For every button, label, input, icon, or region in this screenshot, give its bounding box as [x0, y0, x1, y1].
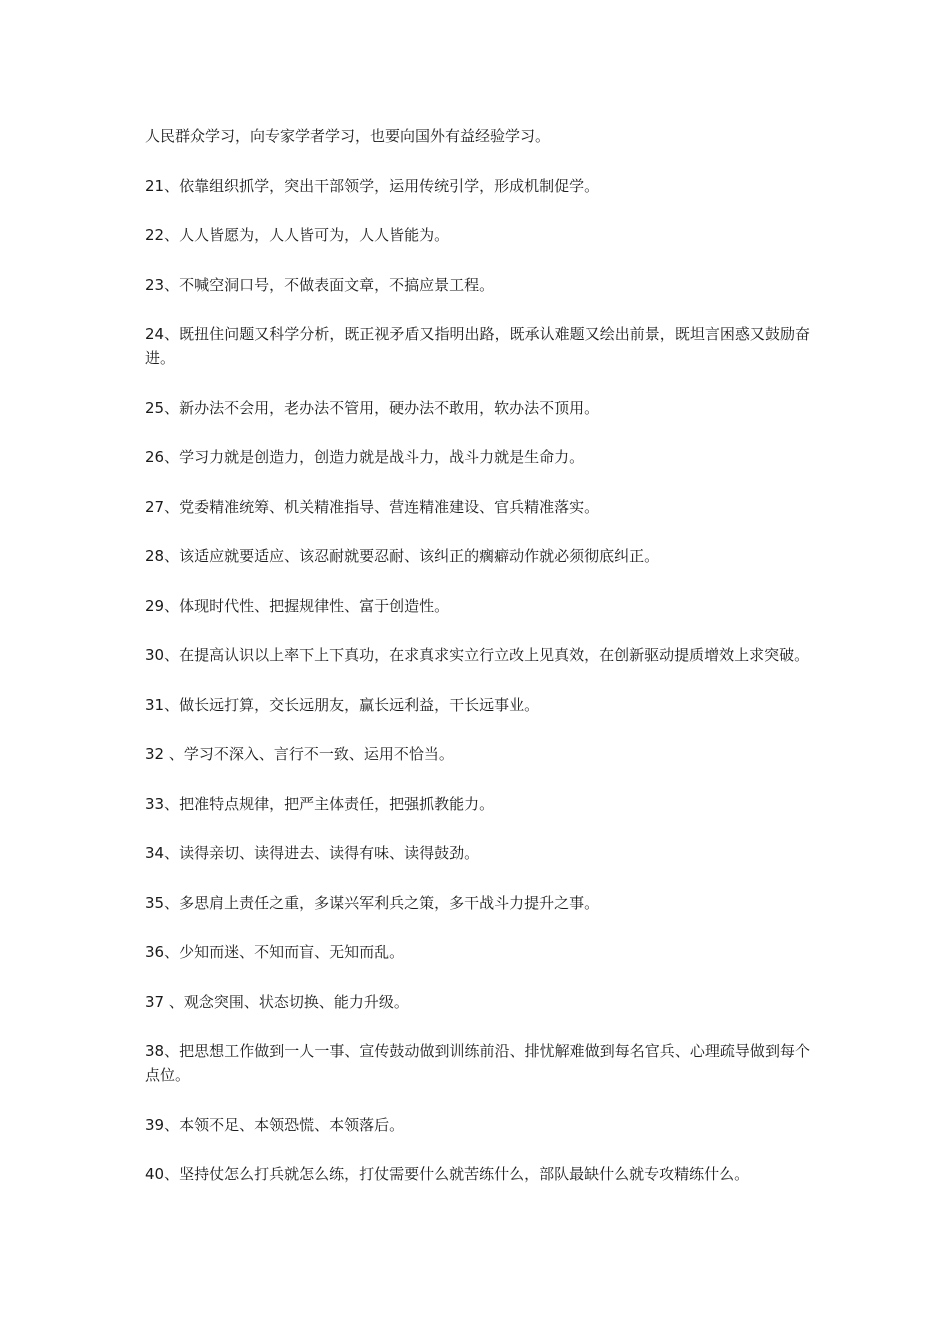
paragraph: 34、读得亲切、读得进去、读得有味、读得鼓劲。 [145, 844, 480, 862]
paragraph: 21、依靠组织抓学，突出干部领学，运用传统引学，形成机制促学。 [145, 176, 600, 195]
paragraph: 31、做长远打算，交长远朋友，赢长远利益，干长远事业。 [145, 695, 540, 714]
paragraph: 40、坚持仗怎么打兵就怎么练，打仗需要什么就苦练什么，部队最缺什么就专攻精练什么。 [145, 1165, 750, 1183]
paragraph: 35、多思肩上责任之重，多谋兴军利兵之策，多干战斗力提升之事。 [145, 893, 600, 912]
paragraph: 36、少知而迷、不知而盲、无知而乱。 [145, 943, 405, 961]
paragraph: 37 、观念突围、状态切换、能力升级。 [145, 992, 409, 1011]
paragraph: 28、该适应就要适应、该忍耐就要忍耐、该纠正的瘸癖动作就必须彻底纠正。 [145, 547, 660, 565]
paragraph: 23、不喊空洞口号，不做表面文章，不搞应景工程。 [145, 275, 495, 294]
paragraph: 39、本领不足、本领恐慌、本领落后。 [145, 1115, 405, 1134]
paragraph: 29、体现时代性、把握规律性、富于创造性。 [145, 596, 450, 615]
paragraph: 32 、学习不深入、言行不一致、运用不恰当。 [145, 745, 454, 763]
paragraph: 27、党委精准统筹、机关精准指导、营连精准建设、官兵精准落实。 [145, 497, 600, 516]
paragraph: 25、新办法不会用，老办法不管用，硬办法不敢用，软办法不顶用。 [145, 398, 600, 417]
document-body [145, 124, 810, 1212]
paragraph: 38、把思想工作做到一人一事、宣传鼓动做到训练前沿、排忧解难做到每名官兵、心理疏导做到每个点位。 [145, 1042, 810, 1084]
paragraph: 30、在提高认识以上率下上下真功，在求真求实立行立改上见真效，在创新驱动提质增效上求突破。 [145, 646, 810, 664]
paragraph: 24、既扭住问题又科学分析，既正视矛盾又指明出路，既承认难题又绘出前景，既坦言困惑又鼓励奋进。 [145, 325, 810, 367]
paragraph: 22、人人皆愿为，人人皆可为，人人皆能为。 [145, 226, 450, 244]
paragraph: 人民群众学习，向专家学者学习，也要向国外有益经验学习。 [145, 127, 551, 145]
paragraph: 33、把准特点规律，把严主体责任，把强抓教能力。 [145, 794, 495, 813]
paragraph: 26、学习力就是创造力，创造力就是战斗力，战斗力就是生命力。 [145, 448, 585, 466]
